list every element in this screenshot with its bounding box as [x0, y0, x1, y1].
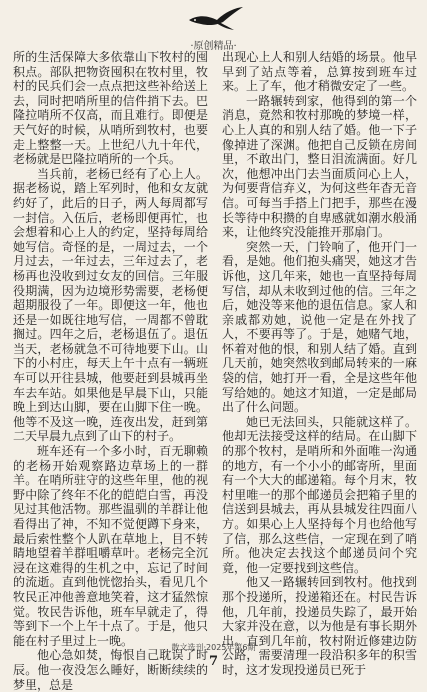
paragraph: 所的生活保障大多依靠山下牧村的囤积点。部队把物资囤积在牧村里，牧村的民兵们会一点点把这些补给送上去，同时把哨所里的信件捎下去。巴隆拉哨所不仅高，而且难行。即便是天气好的时候，从哨所到牧村，也要走上整整一天。上世纪八九十年代，老杨就是巴隆拉哨所的一个兵。 [13, 50, 208, 167]
paragraph: 他又一路辗转回到牧村。他找到那个投递所，投递箱还在。村民告诉他，几年前，投递员失踪了，最开始大家并没在意，以为他是有事长期外出。直到几年前，牧村附近修建边防公路，需要清理一段沿积多年的积雪时，这才发现投递员已死于 [222, 575, 417, 677]
paragraph: 突然一天，门铃响了，他开门一看，是她。他们抱头痛哭，她这才告诉他，这几年来，她也一直坚持每周写信，却从未收到过他的信。三年之后，她没等来他的退伍信息。家人和亲戚都劝她，说他一定是在外找了人，不要再等了。于是，她赌气地，怀着对他的恨，和别人结了婚。直到几天前，她突然收到邮局转来的一麻袋的信，她打开一看，全是这些年他写给她的。她这才知道，一定是邮局出了什么问题。 [222, 239, 417, 415]
paragraph: 一路辗转到家，他得到的第一个消息，竟然和牧村那晚的梦境一样，心上人真的和别人结了婚。他一下子像掉进了深渊。他把自己反锁在房间里，不敢出门，整日泪流满面。好几次，他想冲出门去当面质问心上人，为何要背信弃义，为何这些年杳无音信。可每当手搭上门把手，那些在漫长等待中积攒的自卑感就如潮水般涌来，让他终究没能推开那扇门。 [222, 93, 417, 240]
paragraph: 班车还有一个多小时，百无聊赖的老杨开始观察路边草场上的一群羊。在哨所驻守的这些年里，他的视野中除了终年不化的皑皑白雪，再没见过其他活物。那些温驯的羊群让他看得出了神，不知不觉便蹲下身来，最后索性整个人趴在草地上，目不转睛地望着羊群咀嚼草叶。老杨完全沉浸在这难得的生机之中，忘记了时间的流逝。直到他恍惚抬头，看见几个牧民正冲他善意地笑着，这才猛然惊觉。牧民告诉他，班车早就走了，得等到下一个上午十点了。于是，他只能在村子里过上一晚。 [13, 444, 208, 648]
journal-footer: 散文选刊·2025年第6期 [171, 643, 256, 652]
paragraph: 出现心上人和别人结婚的场景。他早早到了站点等着，总算按到班车过来。上了车，他才稍微安定了一些。 [222, 50, 417, 94]
page-header [0, 0, 427, 50]
paragraph: 她已无法回头，只能就这样了。他却无法接受这样的结局。在山脚下的那个牧村，是哨所和外面唯一沟通的地方，有一个小小的邮寄所，里面有一个大大的邮递箱。每个月末，牧村里唯一的那个邮递员会把箱子里的信送到县城去，再从县城发往四面八方。如果心上人坚持每个月也给他写了信，那么这些信，一定现在到了哨所。他决定去找这个邮递员问个究竟，他一定要找到这些信。 [222, 414, 417, 575]
section-label: ·原创精品· [190, 41, 237, 52]
paragraph: 他心急如焚，悔恨自己耽误了时辰。他一夜没怎么睡好，断断续续的梦里，总是 [13, 648, 208, 692]
flying-bird-icon [187, 4, 245, 32]
page-number: 7 [208, 654, 219, 669]
right-column [222, 50, 417, 677]
left-column [13, 50, 208, 692]
paragraph: 当兵前，老杨已经有了心上人。据老杨说，踏上军列时，他和女友就约好了，此后的日子，两人每周都写一封信。入伍后，老杨即便再忙，也会想着和心上人的约定，坚持每周给她写信。奇怪的是，一周过去，一个月过去，一年过去，三年过去了，老杨再也没收到过女友的回信。三年服役期满，因为边境形势需要，老杨便超期服役了一年。即便这一年，他也还是一如既往地写信，一周都不曾耽搁过。四年之后，老杨退伍了。退伍当天，老杨就急不可待地要下山。山下的小村庄，每天上午十点有一辆班车可以开往县城，他要赶到县城再坐车去车站。如果他是早晨下山，只能晚上到达山脚，要在山脚下住一晚。他等不及这一晚，连夜出发，赶到第二天早晨九点到了山下的村子。 [13, 166, 208, 444]
